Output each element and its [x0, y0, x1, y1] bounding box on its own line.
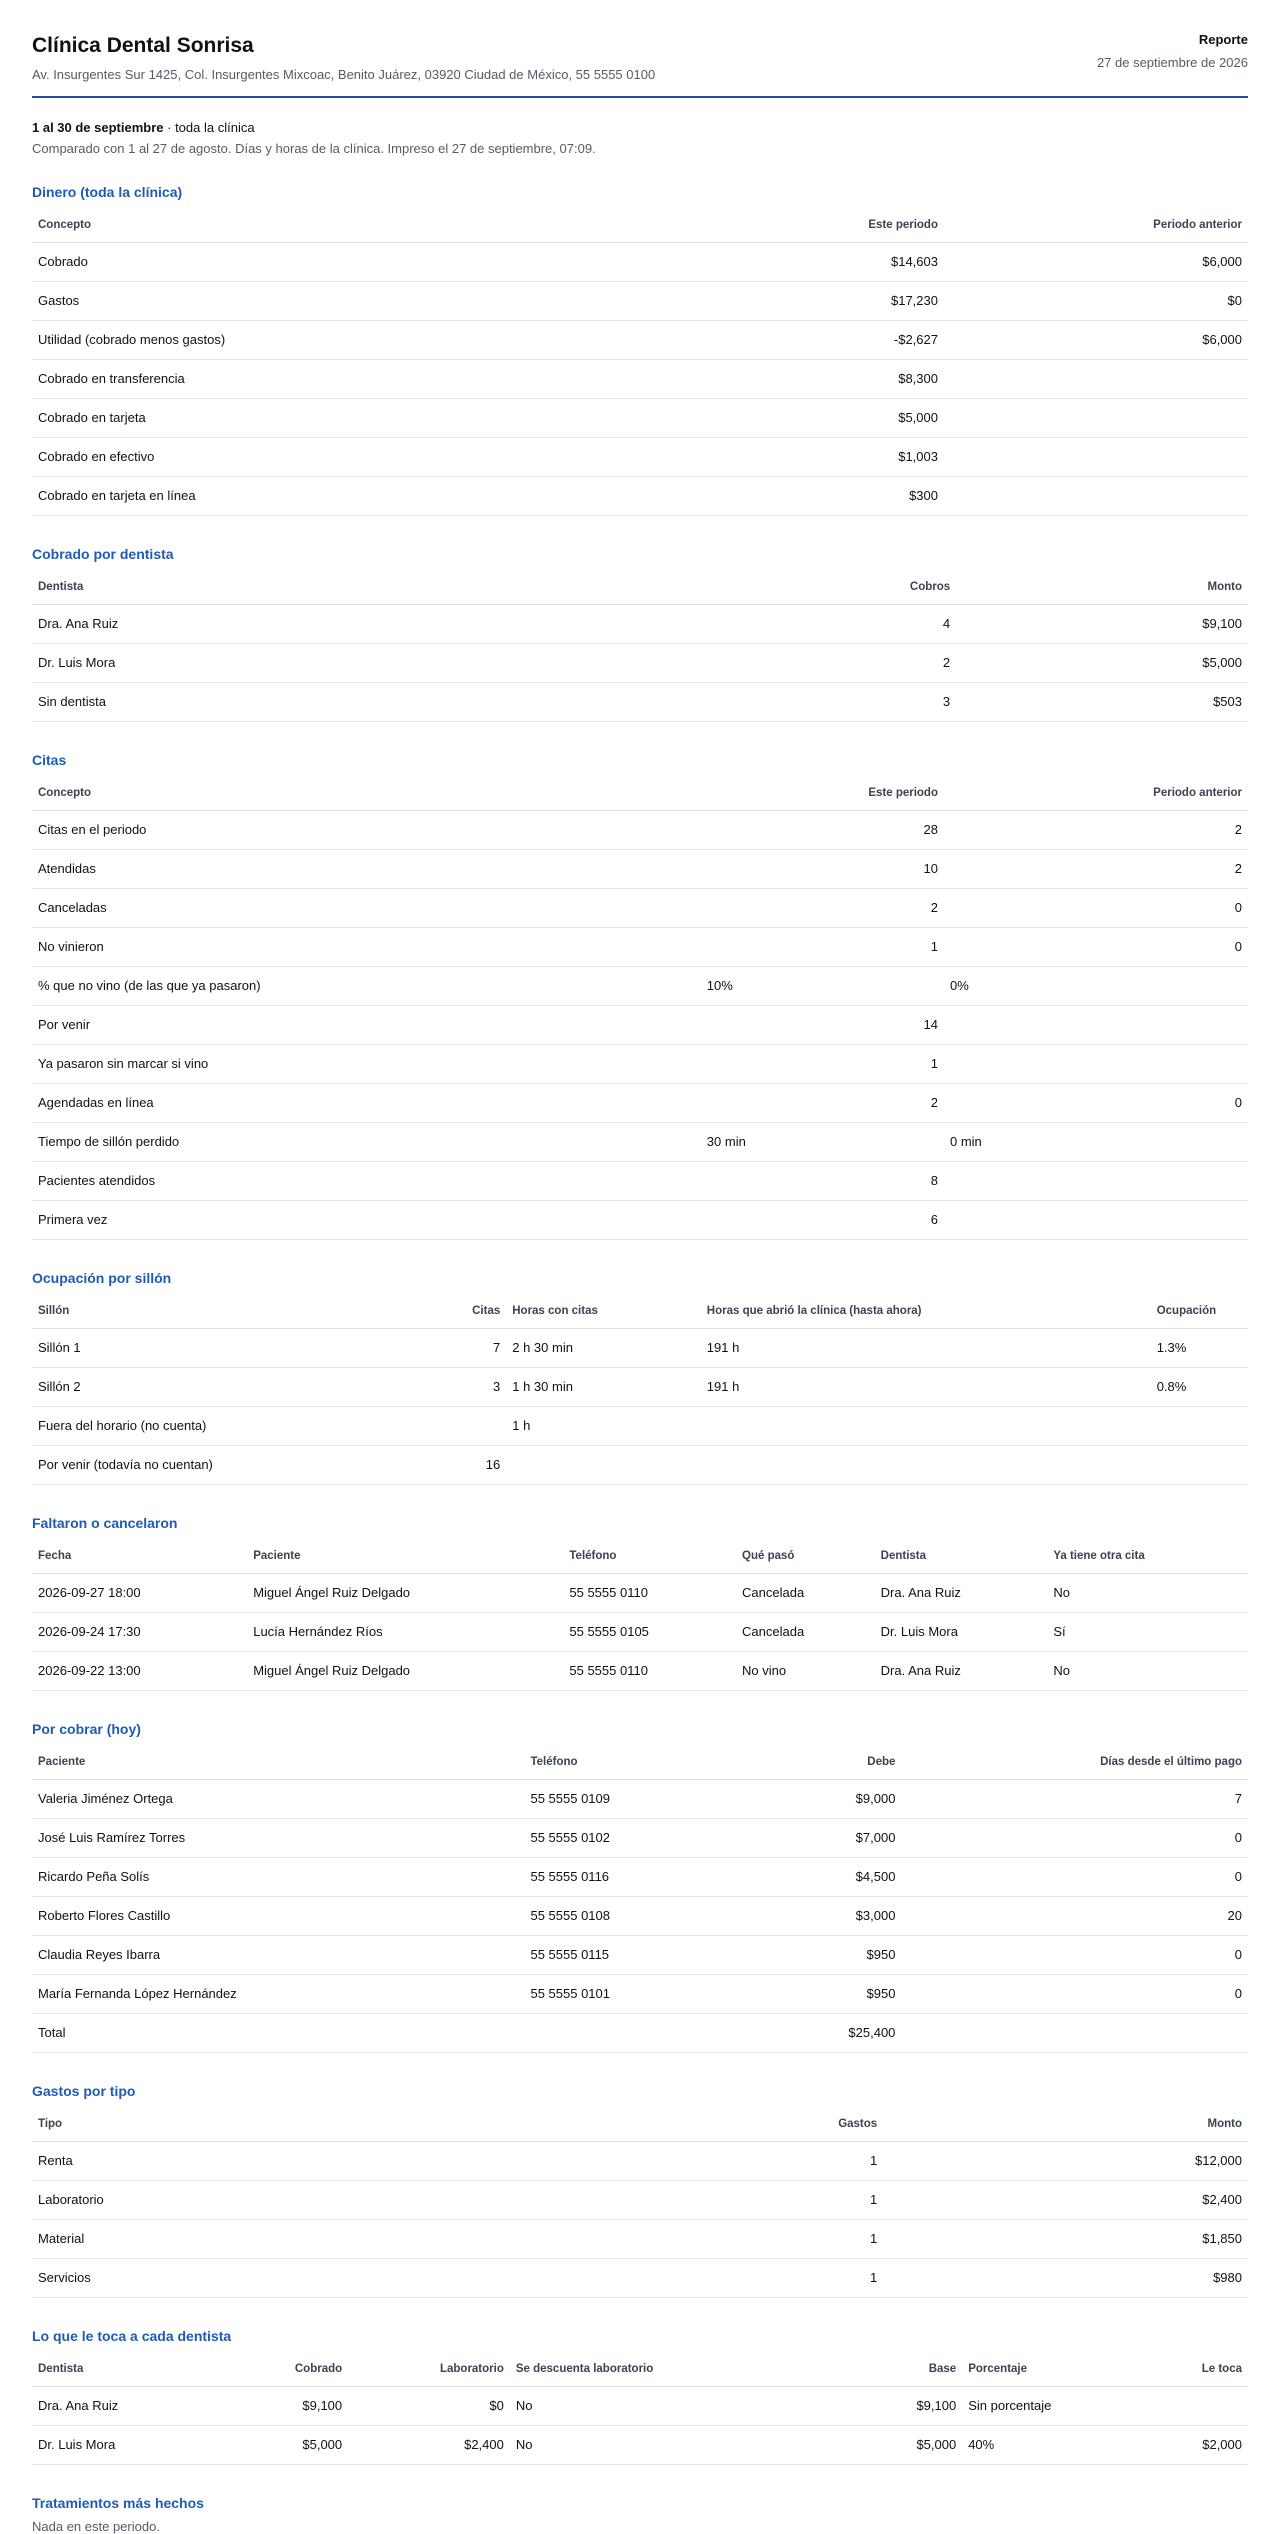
table-cell: $7,000 — [792, 1819, 901, 1858]
table-row — [32, 683, 1248, 722]
table-row — [32, 1975, 1248, 2014]
table-row — [32, 1368, 1248, 1407]
table-cell: Renta — [32, 2142, 579, 2181]
table-row — [32, 1006, 1248, 1045]
table-cell: Dra. Ana Ruiz — [32, 605, 579, 644]
table-cell: 0 — [901, 1858, 1248, 1897]
table-cell — [701, 1446, 1151, 1485]
table-cell: 2 — [701, 889, 944, 928]
section-title-ocupacion: Ocupación por sillón — [32, 1270, 172, 1286]
table-cell: Lucía Hernández Ríos — [247, 1613, 563, 1652]
table-por-cobrar — [32, 1745, 1248, 2053]
table-cell: $14,603 — [579, 243, 944, 282]
column-header: Cobrado — [241, 2352, 348, 2387]
table-le-toca — [32, 2352, 1248, 2465]
table-cell: 2 — [944, 811, 1248, 850]
table-row — [32, 1407, 1248, 1446]
table-cell: Valeria Jiménez Ortega — [32, 1780, 524, 1819]
table-cell — [524, 2014, 792, 2053]
table-cell: 2 — [701, 1084, 944, 1123]
column-header: Se descuenta laboratorio — [510, 2352, 893, 2387]
table-row — [32, 644, 1248, 683]
table-cell: Citas en el periodo — [32, 811, 701, 850]
table-row — [32, 2259, 1248, 2298]
table-row — [32, 2220, 1248, 2259]
table-row — [32, 1936, 1248, 1975]
table-cell — [944, 438, 1248, 477]
table-cell — [1151, 1407, 1248, 1446]
table-row — [32, 477, 1248, 516]
table-cell: % que no vino (de las que ya pasaron) — [32, 967, 701, 1006]
table-cell: $6,000 — [944, 243, 1248, 282]
table-cell: Canceladas — [32, 889, 701, 928]
column-header: Cobros — [579, 570, 956, 605]
table-cell: 28 — [701, 811, 944, 850]
table-row — [32, 967, 1248, 1006]
table-cell: 55 5555 0115 — [524, 1936, 792, 1975]
table-row — [32, 1819, 1248, 1858]
table-cell: No vino — [736, 1652, 875, 1691]
table-cell: Ya pasaron sin marcar si vino — [32, 1045, 701, 1084]
table-cell: 55 5555 0102 — [524, 1819, 792, 1858]
table-cell: 10% — [701, 967, 944, 1006]
table-cell: $5,000 — [956, 644, 1248, 683]
table-cell — [944, 1201, 1248, 1240]
table-cell: Dra. Ana Ruiz — [875, 1652, 1048, 1691]
table-cell: 1 — [701, 1045, 944, 1084]
table-cell — [944, 477, 1248, 516]
table-cell: No — [1047, 1652, 1248, 1691]
table-cell: $25,400 — [792, 2014, 901, 2053]
column-header: Tipo — [32, 2107, 579, 2142]
table-cell: Sin dentista — [32, 683, 579, 722]
table-cell: Dra. Ana Ruiz — [32, 2387, 241, 2426]
column-header: Ya tiene otra cita — [1047, 1539, 1248, 1574]
table-cell: 2 h 30 min — [506, 1329, 701, 1368]
table-cell: $5,000 — [893, 2426, 962, 2465]
table-cell: Por venir — [32, 1006, 701, 1045]
table-cell — [944, 1006, 1248, 1045]
table-row — [32, 1162, 1248, 1201]
table-cell: 0 — [901, 1936, 1248, 1975]
table-row — [32, 438, 1248, 477]
table-cell: No — [1047, 1574, 1248, 1613]
table-row — [32, 2387, 1248, 2426]
table-row — [32, 1446, 1248, 1485]
table-cell: 191 h — [701, 1329, 1151, 1368]
table-cell: 55 5555 0108 — [524, 1897, 792, 1936]
table-cell: 4 — [579, 605, 956, 644]
section-title-faltaron: Faltaron o cancelaron — [32, 1515, 178, 1531]
table-cell: 0 — [901, 1975, 1248, 2014]
table-cell: $503 — [956, 683, 1248, 722]
table-cell: $17,230 — [579, 282, 944, 321]
table-citas — [32, 776, 1248, 1240]
column-header: Horas con citas — [506, 1294, 701, 1329]
table-dinero — [32, 208, 1248, 516]
table-cell: Agendadas en línea — [32, 1084, 701, 1123]
table-cell: 2 — [579, 644, 956, 683]
table-cell: $1,850 — [883, 2220, 1248, 2259]
table-cell: 55 5555 0110 — [563, 1652, 736, 1691]
section-title-gastos: Gastos por tipo — [32, 2083, 136, 2099]
table-row — [32, 1123, 1248, 1162]
table-cell: 20 — [901, 1897, 1248, 1936]
table-cell: $2,400 — [348, 2426, 510, 2465]
table-row — [32, 2181, 1248, 2220]
table-cell: 55 5555 0105 — [563, 1613, 736, 1652]
table-row — [32, 1780, 1248, 1819]
table-cell: Total — [32, 2014, 524, 2053]
table-cell: Pacientes atendidos — [32, 1162, 701, 1201]
table-row — [32, 811, 1248, 850]
table-row — [32, 282, 1248, 321]
section-title-tratamientos: Tratamientos más hechos — [32, 2495, 204, 2511]
clinic-name: Clínica Dental Sonrisa — [32, 34, 254, 57]
table-cell: 6 — [701, 1201, 944, 1240]
table-cell — [506, 1446, 701, 1485]
table-row — [32, 850, 1248, 889]
table-cell: 0 — [944, 1084, 1248, 1123]
table-cell: Dra. Ana Ruiz — [875, 1574, 1048, 1613]
table-cell: Cancelada — [736, 1613, 875, 1652]
table-cell: $0 — [348, 2387, 510, 2426]
table-cell: 55 5555 0116 — [524, 1858, 792, 1897]
table-cell: Material — [32, 2220, 579, 2259]
table-cell: $300 — [579, 477, 944, 516]
table-cell: 16 — [464, 1446, 507, 1485]
table-cell: Sí — [1047, 1613, 1248, 1652]
table-cell: 1 — [579, 2142, 883, 2181]
table-cell: 40% — [962, 2426, 1157, 2465]
table-ocupacion — [32, 1294, 1248, 1485]
table-cell: $1,003 — [579, 438, 944, 477]
table-row — [32, 1897, 1248, 1936]
column-header: Gastos — [579, 2107, 883, 2142]
table-cell: Dr. Luis Mora — [875, 1613, 1048, 1652]
table-cell: 2026-09-27 18:00 — [32, 1574, 247, 1613]
table-cell: 55 5555 0109 — [524, 1780, 792, 1819]
table-cell: 7 — [901, 1780, 1248, 1819]
table-cell: $3,000 — [792, 1897, 901, 1936]
table-cell: Ricardo Peña Solís — [32, 1858, 524, 1897]
table-cell: 3 — [579, 683, 956, 722]
table-cell: $950 — [792, 1936, 901, 1975]
table-cell: 8 — [701, 1162, 944, 1201]
table-cell: $0 — [944, 282, 1248, 321]
table-cell: $5,000 — [241, 2426, 348, 2465]
table-cell: Sillón 2 — [32, 1368, 464, 1407]
table-row — [32, 360, 1248, 399]
table-cell: $4,500 — [792, 1858, 901, 1897]
table-cell: Utilidad (cobrado menos gastos) — [32, 321, 579, 360]
table-cell — [901, 2014, 1248, 2053]
table-cell: Servicios — [32, 2259, 579, 2298]
table-cell: Atendidas — [32, 850, 701, 889]
table-cell: 55 5555 0101 — [524, 1975, 792, 2014]
table-cell: $12,000 — [883, 2142, 1248, 2181]
table-cell: $980 — [883, 2259, 1248, 2298]
column-header: Concepto — [32, 208, 579, 243]
table-row — [32, 1652, 1248, 1691]
column-header: Base — [893, 2352, 962, 2387]
table-cell: Cobrado en transferencia — [32, 360, 579, 399]
table-row — [32, 321, 1248, 360]
table-cell: 55 5555 0110 — [563, 1574, 736, 1613]
column-header: Este periodo — [701, 776, 944, 811]
table-cell: Miguel Ángel Ruiz Delgado — [247, 1574, 563, 1613]
column-header: Dentista — [32, 570, 579, 605]
report-date: 27 de septiembre de 2026 — [1096, 55, 1248, 70]
table-row — [32, 928, 1248, 967]
table-cell: Cobrado en tarjeta — [32, 399, 579, 438]
table-cell: No — [510, 2387, 893, 2426]
table-cell: $5,000 — [579, 399, 944, 438]
clinic-info — [32, 32, 655, 82]
table-cell: 1 — [579, 2220, 883, 2259]
table-row — [32, 2142, 1248, 2181]
table-row — [32, 1329, 1248, 1368]
column-header: Le toca — [1157, 2352, 1248, 2387]
table-cell: Cobrado en tarjeta en línea — [32, 477, 579, 516]
table-cell: José Luis Ramírez Torres — [32, 1819, 524, 1858]
section-title-citas: Citas — [32, 752, 67, 768]
table-row — [32, 605, 1248, 644]
column-header: Periodo anterior — [944, 776, 1248, 811]
table-cell: 14 — [701, 1006, 944, 1045]
empty-note: Nada en este periodo. — [32, 2519, 160, 2534]
table-row — [32, 399, 1248, 438]
table-cell: $9,100 — [956, 605, 1248, 644]
column-header: Debe — [792, 1745, 901, 1780]
section-title-le-toca: Lo que le toca a cada dentista — [32, 2328, 232, 2344]
table-row — [32, 1045, 1248, 1084]
table-cell: Dr. Luis Mora — [32, 2426, 241, 2465]
column-header: Fecha — [32, 1539, 247, 1574]
table-cell: 0 — [944, 928, 1248, 967]
table-cell: 1 h — [506, 1407, 701, 1446]
table-cell — [1157, 2387, 1248, 2426]
table-cell: 1.3% — [1151, 1329, 1248, 1368]
table-row — [32, 1201, 1248, 1240]
column-header: Ocupación — [1151, 1294, 1248, 1329]
table-faltaron — [32, 1539, 1248, 1691]
table-cell: 7 — [464, 1329, 507, 1368]
table-cell: María Fernanda López Hernández — [32, 1975, 524, 2014]
column-header: Teléfono — [524, 1745, 792, 1780]
table-cell: No vinieron — [32, 928, 701, 967]
period-range: 1 al 30 de septiembre — [32, 120, 164, 135]
table-cell: $9,000 — [792, 1780, 901, 1819]
column-header: Qué pasó — [736, 1539, 875, 1574]
table-row — [32, 2014, 1248, 2053]
table-cell: $2,000 — [1157, 2426, 1248, 2465]
section-title-dinero: Dinero (toda la clínica) — [32, 184, 183, 200]
table-cell: 0 — [944, 889, 1248, 928]
table-cell: 191 h — [701, 1368, 1151, 1407]
table-cell: 1 h 30 min — [506, 1368, 701, 1407]
table-cell: $950 — [792, 1975, 901, 2014]
table-cell: $8,300 — [579, 360, 944, 399]
table-cell: -$2,627 — [579, 321, 944, 360]
table-cell: Cobrado — [32, 243, 579, 282]
table-row — [32, 2426, 1248, 2465]
table-cell: $6,000 — [944, 321, 1248, 360]
column-header: Teléfono — [563, 1539, 736, 1574]
column-header: Concepto — [32, 776, 701, 811]
table-cell: Sillón 1 — [32, 1329, 464, 1368]
table-cell: 10 — [701, 850, 944, 889]
table-cell: 2026-09-24 17:30 — [32, 1613, 247, 1652]
table-row — [32, 1574, 1248, 1613]
section-title-por-cobrar: Por cobrar (hoy) — [32, 1721, 141, 1737]
section-title-cobrado-por-dentista: Cobrado por dentista — [32, 546, 174, 562]
table-cell — [944, 360, 1248, 399]
table-row — [32, 1613, 1248, 1652]
column-header: Citas — [464, 1294, 507, 1329]
table-cell: Primera vez — [32, 1201, 701, 1240]
table-cell: $9,100 — [241, 2387, 348, 2426]
table-cell: 1 — [701, 928, 944, 967]
report-info — [1097, 32, 1248, 70]
column-header: Horas que abrió la clínica (hasta ahora) — [701, 1294, 1151, 1329]
column-header: Sillón — [32, 1294, 464, 1329]
table-cell: Miguel Ángel Ruiz Delgado — [247, 1652, 563, 1691]
column-header: Periodo anterior — [944, 208, 1248, 243]
table-cell — [944, 399, 1248, 438]
table-cell — [701, 1407, 1151, 1446]
clinic-address: Av. Insurgentes Sur 1425, Col. Insurgentes Mixcoac, Benito Juárez, 03920 Ciudad de México, 55 5555 0100 — [32, 67, 656, 82]
column-header: Dentista — [875, 1539, 1048, 1574]
table-cell: 2026-09-22 13:00 — [32, 1652, 247, 1691]
table-cell: $2,400 — [883, 2181, 1248, 2220]
table-cell: Roberto Flores Castillo — [32, 1897, 524, 1936]
table-cell: No — [510, 2426, 893, 2465]
table-cell: 2 — [944, 850, 1248, 889]
table-cell: Sin porcentaje — [962, 2387, 1157, 2426]
table-cell — [464, 1407, 507, 1446]
table-cell — [944, 1162, 1248, 1201]
table-cell: Gastos — [32, 282, 579, 321]
table-cell: Cancelada — [736, 1574, 875, 1613]
table-gastos — [32, 2107, 1248, 2298]
table-cobrado-por-dentista — [32, 570, 1248, 722]
table-cell: $9,100 — [893, 2387, 962, 2426]
report-header — [32, 32, 1248, 98]
table-cell: 0 min — [944, 1123, 1248, 1162]
table-row — [32, 1858, 1248, 1897]
table-cell — [1151, 1446, 1248, 1485]
column-header: Dentista — [32, 2352, 241, 2387]
table-cell — [944, 1045, 1248, 1084]
table-cell: Laboratorio — [32, 2181, 579, 2220]
table-cell: 0% — [944, 967, 1248, 1006]
column-header: Paciente — [32, 1745, 524, 1780]
table-cell: Claudia Reyes Ibarra — [32, 1936, 524, 1975]
column-header: Días desde el último pago — [901, 1745, 1248, 1780]
period-scope: · toda la clínica — [163, 120, 255, 135]
table-cell: 1 — [579, 2259, 883, 2298]
table-cell: Cobrado en efectivo — [32, 438, 579, 477]
report-label: Reporte — [1198, 32, 1248, 47]
table-cell: 0 — [901, 1819, 1248, 1858]
table-cell: 1 — [579, 2181, 883, 2220]
table-cell: Fuera del horario (no cuenta) — [32, 1407, 464, 1446]
column-header: Monto — [883, 2107, 1248, 2142]
column-header: Este periodo — [579, 208, 944, 243]
table-cell: Tiempo de sillón perdido — [32, 1123, 701, 1162]
table-cell: 30 min — [701, 1123, 944, 1162]
table-cell: Dr. Luis Mora — [32, 644, 579, 683]
period-line — [32, 120, 1248, 135]
table-cell: Por venir (todavía no cuentan) — [32, 1446, 464, 1485]
table-cell: 0.8% — [1151, 1368, 1248, 1407]
comparison-note: Comparado con 1 al 27 de agosto. Días y horas de la clínica. Impreso el 27 de septiembre, 07:09. — [32, 141, 596, 156]
table-row — [32, 1084, 1248, 1123]
table-row — [32, 243, 1248, 282]
column-header: Laboratorio — [348, 2352, 510, 2387]
table-cell: 3 — [464, 1368, 507, 1407]
column-header: Porcentaje — [962, 2352, 1157, 2387]
column-header: Monto — [956, 570, 1248, 605]
column-header: Paciente — [247, 1539, 563, 1574]
table-row — [32, 889, 1248, 928]
